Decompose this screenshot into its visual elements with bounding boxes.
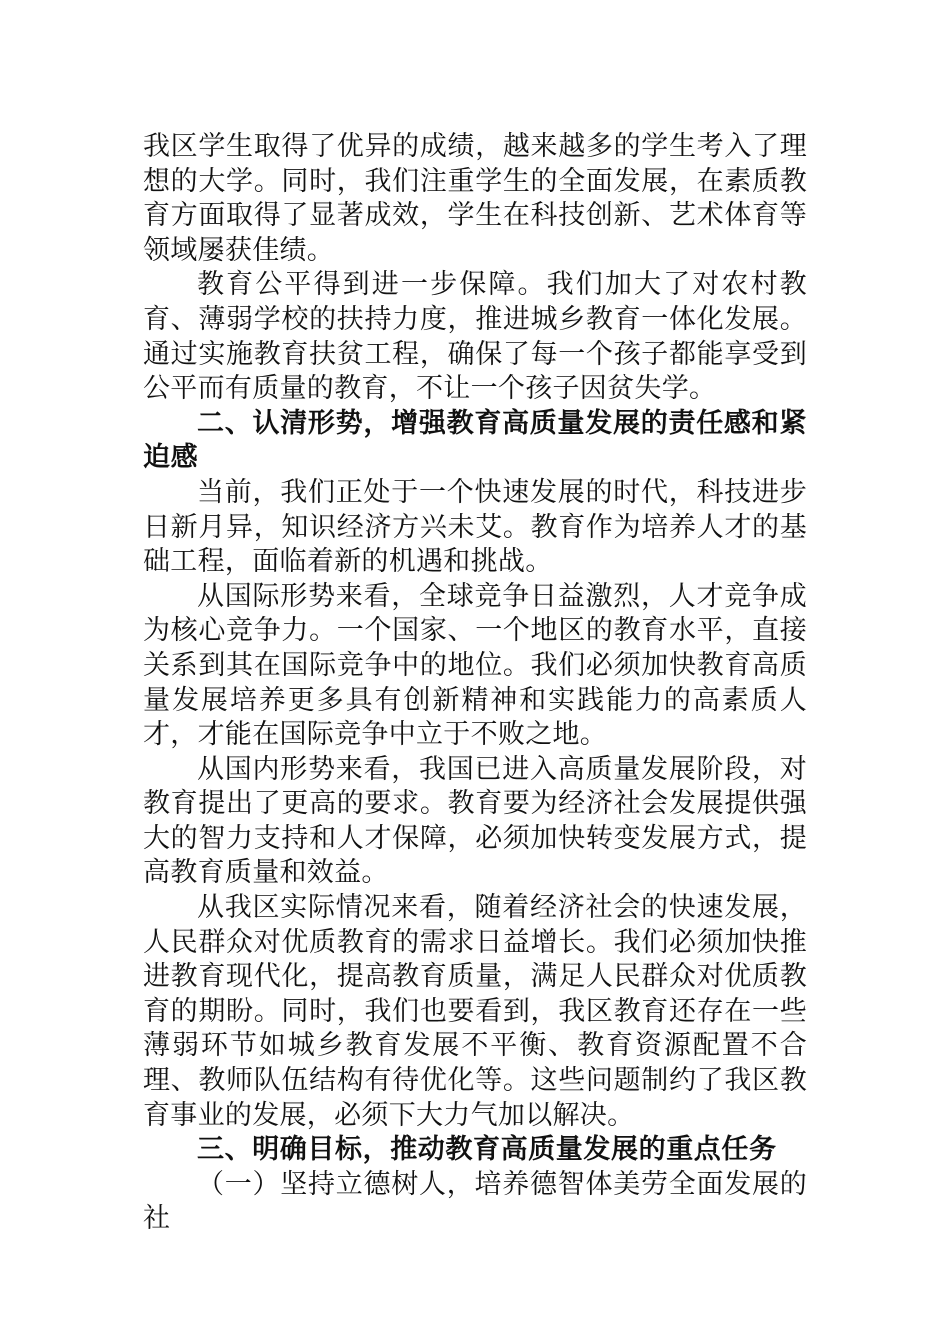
paragraph-continued: 我区学生取得了优异的成绩，越来越多的学生考入了理想的大学。同时，我们注重学生的全面发展，在素质教育方面取得了显著成效，学生在科技创新、艺术体育等领域屡获佳绩。: [143, 131, 807, 266]
paragraph-current-era: 当前，我们正处于一个快速发展的时代，科技进步日新月异，知识经济方兴未艾。教育作为培养人才的基础工程，面临着新的机遇和挑战。: [143, 476, 807, 578]
section-heading-three: 三、明确目标，推动教育高质量发展的重点任务: [197, 1134, 777, 1166]
paragraph-education-equity: 教育公平得到进一步保障。我们加大了对农村教育、薄弱学校的扶持力度，推进城乡教育一体化发展。通过实施教育扶贫工程，确保了每一个孩子都能享受到公平而有质量的教育，不让一个孩子因贫失学。: [143, 269, 807, 405]
document-body: [143, 130, 807, 1237]
section-heading-two: 二、认清形势，增强教育高质量发展的责任感和紧迫感: [143, 407, 807, 474]
paragraph-international: 从国际形势来看，全球竞争日益激烈，人才竞争成为核心竞争力。一个国家、一个地区的教育水平，直接关系到其在国际竞争中的地位。我们必须加快教育高质量发展培养更多具有创新精神和实践能力的高素质人才，才能在国际竞争中立于不败之地。: [143, 580, 807, 751]
subsection-heading-one: （一）坚持立德树人，培养德智体美劳全面发展的社: [143, 1168, 807, 1235]
paragraph-local: 从我区实际情况来看，随着经济社会的快速发展，人民群众对优质教育的需求日益增长。我们必须加快推进教育现代化，提高教育质量，满足人民群众对优质教育的期盼。同时，我们也要看到，我区教育还存在一些薄弱环节如城乡教育发展不平衡、教育资源配置不合理、教师队伍结构有待优化等。这些问题制约了我区教育事业的发展，必须下大力气加以解决。: [143, 892, 807, 1131]
paragraph-domestic: 从国内形势来看，我国已进入高质量发展阶段，对教育提出了更高的要求。教育要为经济社会发展提供强大的智力支持和人才保障，必须加快转变发展方式，提高教育质量和效益。: [143, 753, 807, 889]
